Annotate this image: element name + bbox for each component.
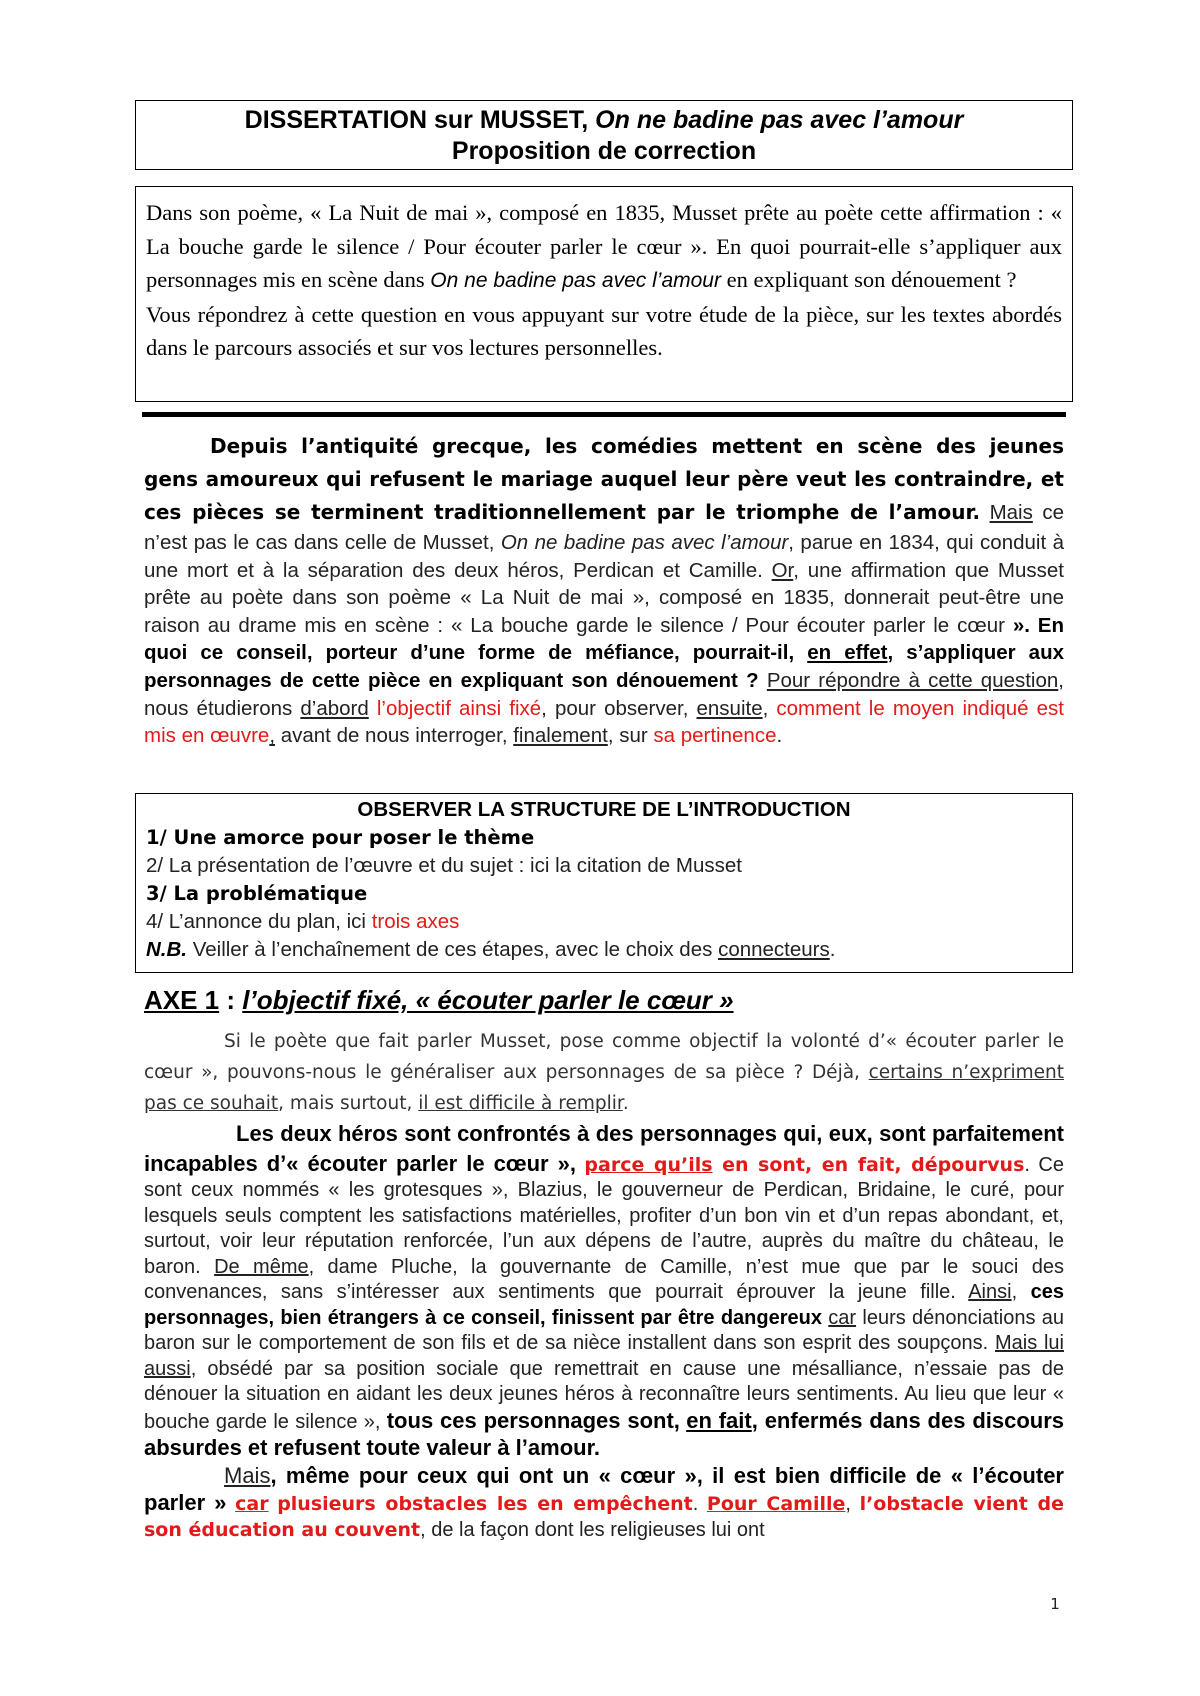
structure-item: 4/ L’annonce du plan, ici trois axes [146,910,460,933]
work-title: On ne badine pas avec l’amour [595,106,964,134]
document-subtitle: Proposition de correction [451,137,757,165]
structure-item: 1/ Une amorce pour poser le thème [146,826,535,849]
structure-note: N.B. Veiller à l’enchaînement de ces étapes, avec le choix des connecteurs. [146,938,836,961]
horizontal-rule [142,412,1066,417]
axe-1-paragraph: Si le poète que fait parler Musset, pose comme objectif la volonté d’« écouter parler le cœur », pouvons-nous le généraliser aux personnages de sa pièce ? Déjà, certains n’expriment pas ce souhait, mais surtout, il est difficile à remplir. [144,1031,1065,1114]
structure-box [135,793,1073,973]
subject-box [135,186,1073,402]
axe-1-body [144,1026,1064,1543]
structure-item: 2/ La présentation de l’œuvre et du sujet : ici la citation de Musset [146,854,742,877]
structure-item: 3/ La problématique [146,882,368,905]
axe-1-paragraph: Les deux héros sont confrontés à des personnages qui, eux, sont parfaitement incapables d’« écouter parler le cœur », parce qu’ils en sont, en fait, dépourvus. Ce sont ceux nommés « les grotesques », Blazius, le gouverneur de Perdican, Bridaine, le curé, pour lesquels seuls comptent les satisfactions matérielles, profiter d’un bon vin et d’un repas abondant, et, surtout, voir leur réputation renforcée, l’un aux dépens de l’autre, auprès du maître du château, le baron. De même, dame Pluche, la gouvernante de Camille, n’est mue que par le souci des convenances, sans s’intéresser aux sentiments que pourrait éprouver la jeune fille. Ainsi, ces personnages, bien étrangers à ce conseil, finissent par être dangereux car leurs dénonciations au baron sur le comportement de son fils et de sa nièce installent dans son esprit des soupçons. Mais lui aussi, obsédé par sa position sociale que remettrait en cause une mésalliance, n’essaie pas de dénouer la situation en aidant les deux jeunes héros à reconnaître leurs sentiments. Au lieu que leur « bouche garde le silence », tous ces personnages sont, en fait, enfermés dans des discours absurdes et refusent toute valeur à l’amour. [144,1121,1065,1460]
page-number: 1 [1050,1595,1060,1613]
document-title: DISSERTATION sur MUSSET, On ne badine pas avec l’amour [244,106,964,134]
title-box [135,100,1073,170]
structure-heading: OBSERVER LA STRUCTURE DE L’INTRODUCTION [357,798,851,821]
axe-1-paragraph: Mais, même pour ceux qui ont un « cœur », il est bien difficile de « l’écouter parler » car plusieurs obstacles les en empêchent. Pour Camille, l’obstacle vient de son éducation au couvent, de la façon dont les religieuses lui ont [144,1462,1064,1541]
intro-hook: Depuis l’antiquité grecque, les comédies mettent en scène des jeunes gens amoureux qui refusent le mariage auquel leur père veut les contraindre, et ces pièces se terminent traditionnellement par le triomphe de l’amour. [144,434,1064,524]
section-heading-axe-1: AXE 1 : l’objectif fixé, « écouter parler le cœur » [144,985,734,1015]
subject-instructions: Vous répondrez à cette question en vous appuyant sur votre étude de la pièce, sur les textes abordés dans le parcours associés et sur vos lectures personnelles. [146,301,1062,360]
introduction: Depuis l’antiquité grecque, les comédies mettent en scène des jeunes gens amoureux qui refusent le mariage auquel leur père veut les contraindre, et ces pièces se terminent traditionnellement par le triomphe de l’amour. Mais ce n’est pas le cas dans celle de Musset, On ne badine pas avec l’amour, parue en 1834, qui conduit à une mort et à la séparation des deux héros, Perdican et Camille. Or, une affirmation que Musset prête au poète dans son poème « La Nuit de mai », composé en 1835, donnerait peut-être une raison au drame mis en scène : « La bouche garde le silence / Pour écouter parler le cœur ». En quoi ce conseil, porteur d’une forme de méfiance, pourrait-il, en effet, s’appliquer aux personnages de cette pièce en expliquant son dénouement ? Pour répondre à cette question, nous étudierons d’abord l’objectif ainsi fixé, pour observer, ensuite, comment le moyen indiqué est mis en œuvre, avant de nous interroger, finalement, sur sa pertinence. [144,434,1065,748]
intro-problematique: ». En quoi ce conseil, porteur d’une forme de méfiance, pourrait-il, en effet, s’appliquer aux personnages de cette pièce en expliquant son dénouement ? [144,613,1065,692]
subject-paragraph: Dans son poème, « La Nuit de mai », composé en 1835, Musset prête au poète cette affirmation : « La bouche garde le silence / Pour écouter parler le cœur ». En quoi pourrait-elle s’appliquer aux personnages mis en scène dans On ne badine pas avec l’amour en expliquant son dénouement ? [146,200,1062,292]
